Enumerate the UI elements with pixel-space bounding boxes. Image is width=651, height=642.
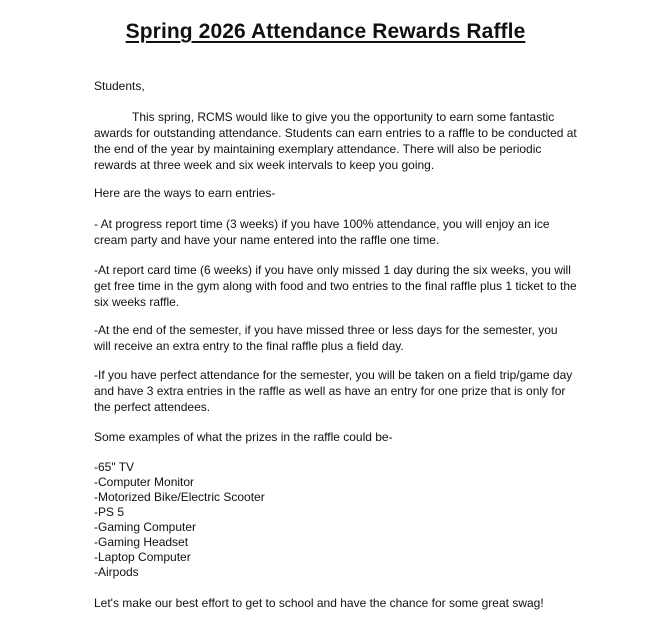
- prize-item: -Computer Monitor: [94, 475, 195, 489]
- prize-item: -Gaming Computer: [94, 520, 197, 534]
- prize-item: -Laptop Computer: [94, 550, 191, 564]
- prizes-heading: Some examples of what the prizes in the raffle could be-: [94, 430, 393, 444]
- prize-item: -Gaming Headset: [94, 535, 189, 549]
- greeting: Students,: [94, 79, 145, 93]
- way-item-progress-report: - At progress report time (3 weeks) if you have 100% attendance, you will enjoy an ice cream party and have your name entered into the raffle one time.: [94, 217, 550, 247]
- intro-paragraph: This spring, RCMS would like to give you the opportunity to earn some fantastic awards for outstanding attendance. Students can earn entries to a raffle to be conducted at the end of the year by maintaining exemplary attendance. There will also be periodic rewards at three week and six week intervals to keep you going.: [94, 110, 577, 172]
- prize-item: -65" TV: [94, 460, 135, 474]
- prize-item: -Airpods: [94, 565, 139, 579]
- prize-item: -Motorized Bike/Electric Scooter: [94, 490, 265, 504]
- way-item-end-of-semester: -At the end of the semester, if you have missed three or less days for the semester, you will receive an extra entry to the final raffle plus a field day.: [94, 323, 558, 353]
- prize-item: -PS 5: [94, 505, 125, 519]
- way-item-report-card: -At report card time (6 weeks) if you have only missed 1 day during the six weeks, you will get free time in the gym along with food and two entries to the final raffle plus 1 ticket to the six weeks raffle.: [94, 263, 577, 309]
- ways-heading: Here are the ways to earn entries-: [94, 186, 276, 200]
- page-title: Spring 2026 Attendance Rewards Raffle: [125, 20, 526, 43]
- way-item-perfect-attendance: -If you have perfect attendance for the semester, you will be taken on a field trip/game day and have 3 extra entries in the raffle as well as have an entry for one prize that is only for the perfect attendees.: [94, 368, 573, 414]
- closing-line: Let's make our best effort to get to school and have the chance for some great swag!: [94, 596, 544, 610]
